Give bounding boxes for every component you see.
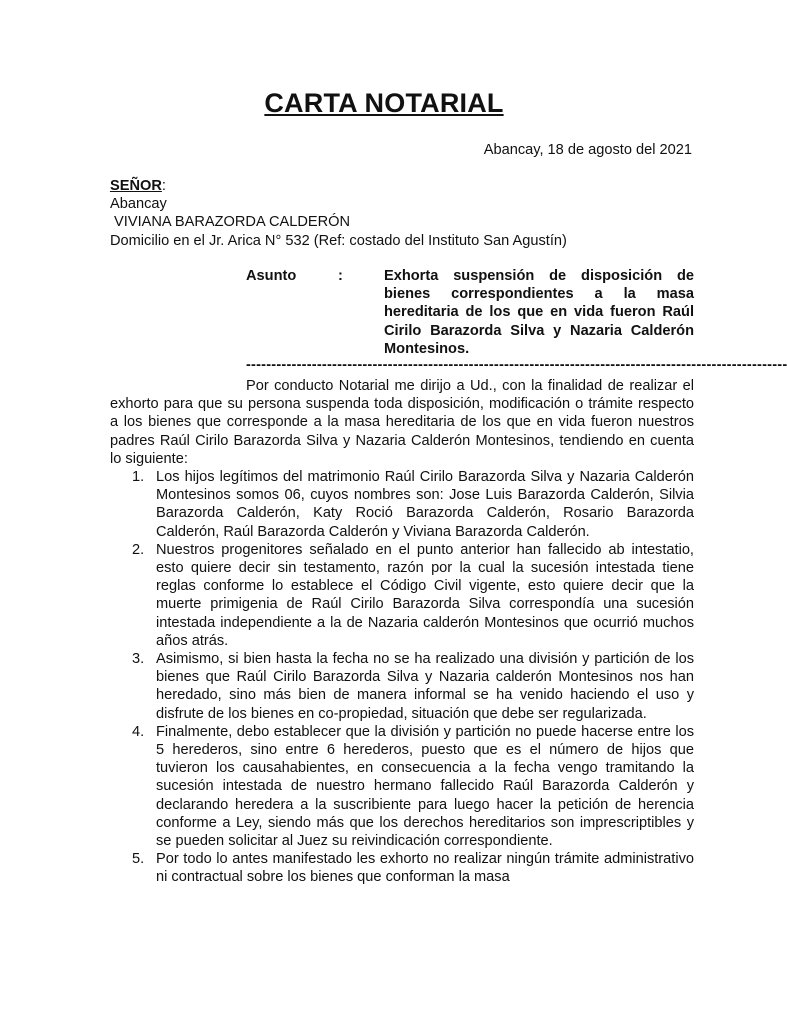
- addressee-label: SEÑOR: [110, 178, 162, 194]
- list-item: [110, 723, 694, 850]
- list-item-number: 4.: [132, 723, 145, 740]
- list-item-text: Los hijos legítimos del matrimonio Raúl Cirilo Barazorda Silva y Nazaria Calderón Montesinos somos 06, cuyos nombres son: Jose Luis Barazorda Calderón, Silvia Barazorda Calderón, Katy Roció Barazorda Calderón, Rosario Barazorda Calderón, Raúl Barazorda Calderón y Viviana Barazorda Calderón.: [156, 469, 694, 540]
- addressee-name: VIVIANA BARAZORDA CALDERÓN: [110, 214, 351, 231]
- addressee-address: Domicilio en el Jr. Arica N° 532 (Ref: costado del Instituto San Agustín): [110, 232, 567, 249]
- separator-line: -----------------------------------------------------------------------------------------------------------: [246, 357, 787, 373]
- list-item-number: 3.: [132, 651, 145, 668]
- addressee-block: [110, 177, 700, 250]
- addressee-label-line: [110, 177, 700, 195]
- list-item-number: 5.: [132, 851, 145, 868]
- list-item-text: Nuestros progenitores señalado en el punto anterior han fallecido ab intestatio, esto quiere decir sin testamento, razón por la cual la sucesión intestada tiene reglas conforme lo establece el Código Civil vigente, esto quiere decir que la muerte primigenia de Raúl Cirilo Barazorda Silva correspondía una sucesión intestada independiente a la de Nazaria calderón Montesinos que ocurrió muchos años atrás.: [156, 541, 694, 649]
- list-item: [110, 541, 694, 650]
- list-item: [110, 468, 694, 541]
- list-item-text: Finalmente, debo establecer que la división y partición no puede hacerse entre los 5 herederos, sino entre 6 herederos, puesto que es el número de hijos que tuvieron los causahabientes, en consecuencia a la fecha vengo tramitando la sucesión intestada de nuestro hermano fallecido Raúl Barazorda Calderón y declarando heredera a la suscribiente para luego hacer la petición de herencia conforme a Ley, siendo más que los derechos hereditarios son imprescriptibles y se pueden solicitar al Juez su reivindicación correspondiente.: [156, 723, 694, 850]
- addressee-label-colon: :: [161, 178, 166, 194]
- list-item-number: 2.: [132, 541, 145, 558]
- subject-label: Asunto: [246, 268, 297, 284]
- list-item-text: Asimismo, si bien hasta la fecha no se ha realizado una división y partición de los bienes que Raúl Cirilo Barazorda Silva y Nazaria calderón Montesinos nos han heredado, sino más bien de manera informal se ha venido haciendo el uso y disfrute de los bienes en co-propiedad, situación que debe ser regularizada.: [156, 651, 694, 722]
- points-list: [110, 468, 694, 887]
- list-item: [110, 650, 694, 723]
- list-item-text: Por todo lo antes manifestado les exhorto no realizar ningún trámite administrativo ni contractual sobre los bienes que conforman la masa: [156, 851, 694, 886]
- document-title: CARTA NOTARIAL: [264, 88, 504, 118]
- intro-paragraph: Por conducto Notarial me dirijo a Ud., con la finalidad de realizar el exhorto para que su persona suspenda toda disposición, modificación o trámite respecto a los bienes que corresponde a la masa hereditaria de los que en vida fueron nuestros padres Raúl Cirilo Barazorda Silva y Nazaria Calderón Montesinos, tendiendo en cuenta lo siguiente:: [110, 378, 694, 467]
- list-item-number: 1.: [132, 469, 145, 486]
- date-line: Abancay, 18 de agosto del 2021: [483, 142, 692, 158]
- letter-body: [110, 377, 694, 887]
- subject-colon: :: [338, 268, 343, 284]
- list-item: [110, 850, 694, 886]
- subject-text: Exhorta suspensión de disposición de bienes correspondientes a la masa hereditaria de los que en vida fueron Raúl Cirilo Barazorda Silva y Nazaria Calderón Montesinos.: [384, 268, 694, 357]
- addressee-city: Abancay: [110, 196, 167, 213]
